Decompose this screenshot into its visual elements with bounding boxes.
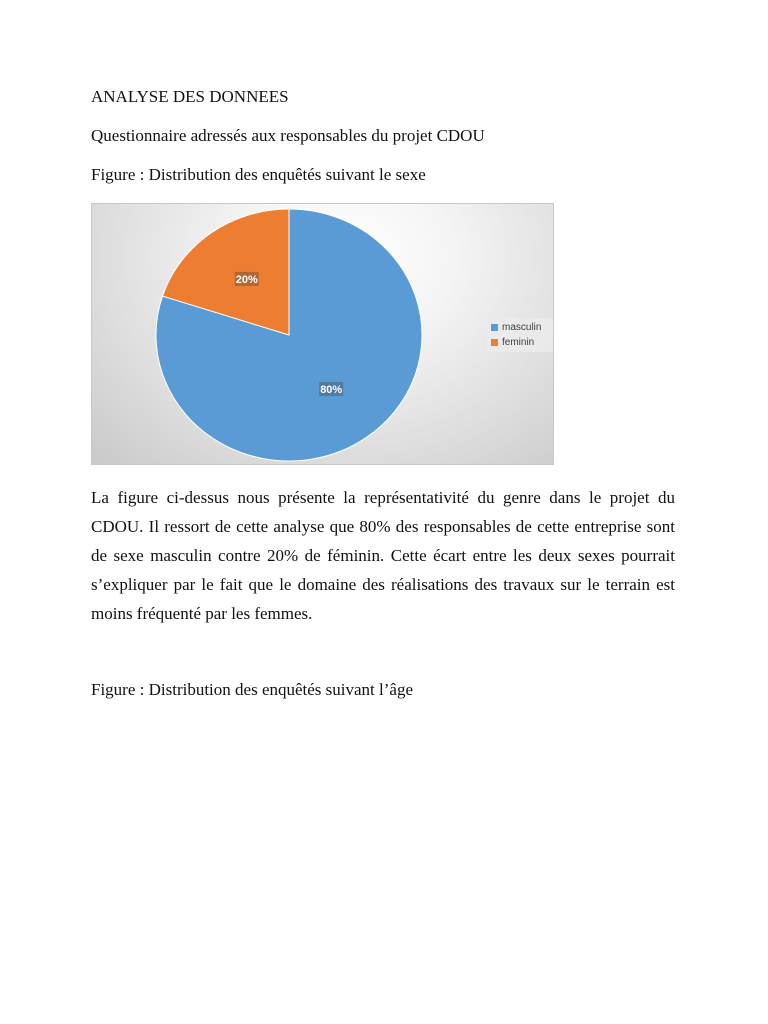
legend-item-feminin bbox=[491, 335, 551, 350]
questionnaire-subtitle: Questionnaire adressés aux responsables du projet CDOU bbox=[91, 126, 485, 145]
legend-item-masculin bbox=[491, 320, 551, 335]
data-label-masculin: 80% bbox=[320, 384, 343, 397]
pie-chart-svg bbox=[92, 204, 554, 465]
figure-sex-caption: Figure : Distribution des enquêtés suivant le sexe bbox=[91, 165, 426, 184]
analysis-paragraph: La figure ci-dessus nous présente la représentativité du genre dans le projet du CDOU. Il ressort de cette analyse que 80% des responsables de cette entreprise sont de sexe masculin contre 20% de féminin. Cette écart entre les deux sexes pourrait s’expliquer par le fait que le domaine des réalisations des travaux sur le terrain est moins fréquenté par les femmes. bbox=[91, 488, 675, 623]
sex-distribution-chart bbox=[91, 203, 554, 465]
legend-label-feminin: feminin bbox=[502, 337, 535, 348]
legend-swatch-masculin bbox=[491, 324, 498, 331]
figure-age-caption: Figure : Distribution des enquêtés suivant l’âge bbox=[91, 680, 413, 699]
legend-swatch-feminin bbox=[491, 339, 498, 346]
legend-label-masculin: masculin bbox=[502, 322, 542, 333]
data-label-feminin: 20% bbox=[235, 273, 258, 286]
chart-legend bbox=[487, 318, 554, 352]
section-heading: ANALYSE DES DONNEES bbox=[91, 87, 289, 106]
